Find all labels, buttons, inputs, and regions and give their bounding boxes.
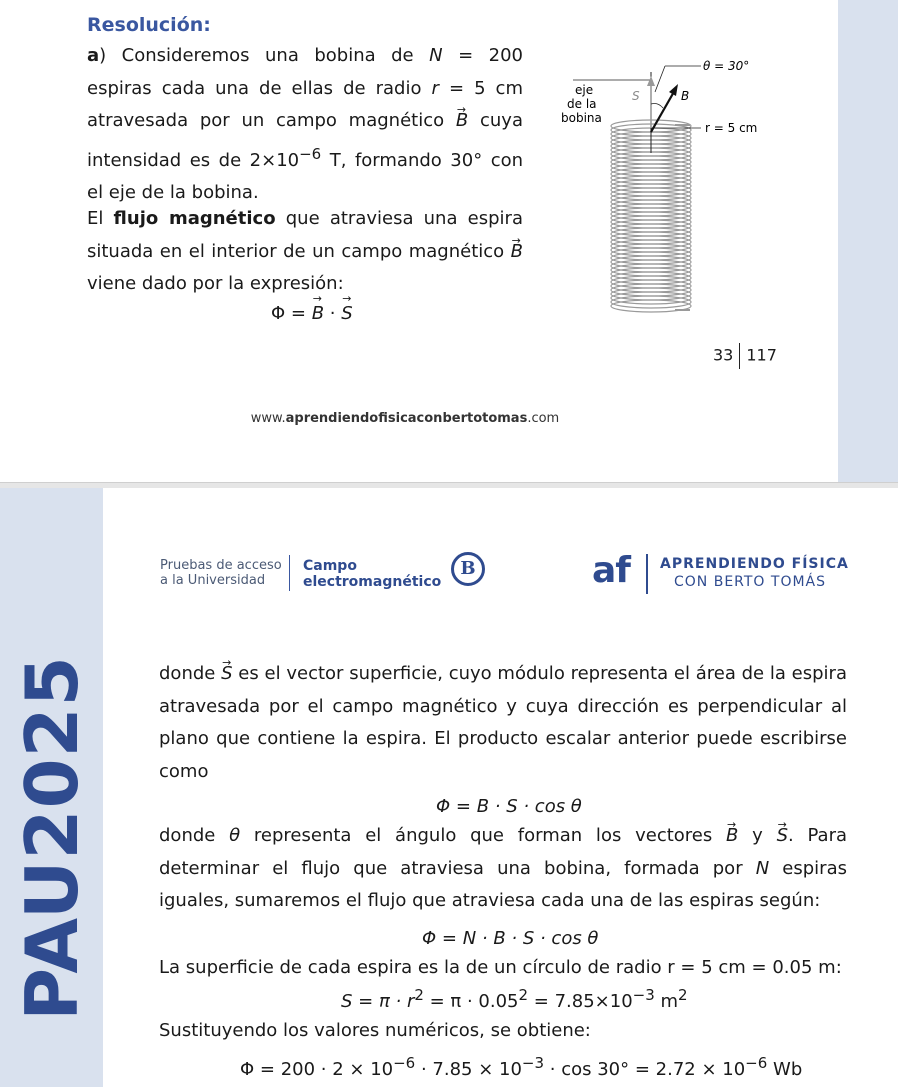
eq-unit: m [654,991,679,1012]
exponent: −3 [521,1054,545,1072]
paragraph-area: La superficie de cada espira es la de un círculo de radio r = 5 cm = 0.05 m: [159,957,842,978]
header-topic-line1: Campo [303,558,357,574]
text: y [738,825,777,846]
eq-part: · cos 30° = 2.72 × 10 [544,1059,746,1080]
page-34 [0,488,898,1087]
brand-title: APRENDIENDO FÍSICA [660,556,849,572]
equation-flux-cos: Φ = B · S · cos θ [436,796,582,817]
equation-coil-flux: Φ = N · B · S · cos θ [422,928,599,949]
text: es el vector superficie, cuyo módulo representa el área de la espira atravesada por el campo magnético y cuya dirección es perpendicular al plano que contiene la espira. El producto escalar anterior puede escribirse como [159,663,847,782]
page-divider [739,343,740,369]
theta-label: θ = 30° [703,59,750,73]
axis-label-3: bobina [561,111,602,125]
theta-arc [651,104,663,109]
text: ) Consideremos una bobina de [99,45,430,66]
var-theta: θ [229,825,241,846]
brand-subtitle: CON BERTO TOMÁS [674,574,827,590]
eq-part: = π · 0.05 [423,991,519,1012]
exponent: 2 [678,986,688,1004]
header-subtitle-line2: a la Universidad [160,573,266,588]
url-domain: aprendiendofisicaconbertotomas [285,411,528,426]
exponent: −6 [393,1054,416,1072]
text: representa el ángulo que forman los vectores [240,825,727,846]
exponent: −6 [745,1054,768,1072]
S-arrowhead [647,76,655,86]
eq-part: Φ = 200 · 2 × 10 [240,1059,394,1080]
B-vector-arrow [651,90,675,132]
section-heading: Resolución: [87,14,211,36]
B-arrowhead [669,84,678,96]
text: . Para determinar el flujo que atraviesa una bobina, formada por [159,825,847,879]
bold-term: flujo magnético [113,208,276,229]
page-total: 117 [746,345,777,365]
var-N: N [755,857,770,879]
vector-S: → S [777,820,788,853]
side-band [838,0,898,482]
B-label: B [681,89,690,103]
eq-part: = 7.85×10 [528,991,633,1012]
eq-part: S = π · r [341,991,415,1012]
text: que atraviesa una espira situada en el interior de un campo magnético [87,208,523,262]
var-r: r [431,77,439,99]
S-label: S [632,89,640,103]
text: = 200 espiras cada una de ellas de radio [87,45,523,99]
exponent: 2 [414,986,424,1004]
vector-B: → B [456,105,468,138]
text: cuya intensidad es de 2×10 [87,110,523,171]
header-topic-line2: electromagnético [303,574,442,590]
vector-S: → S [341,303,352,324]
paragraph-surface-vector [159,658,847,788]
exponent: 2 [518,986,529,1004]
vector-B: → B [511,236,523,269]
text: = 5 cm atravesada por un campo magnético [87,77,523,131]
text: espiras iguales, sumaremos el flujo que atraviesa cada una de las espiras según: [159,857,847,911]
exponent: −3 [632,986,655,1004]
eq-lhs: Φ = [271,303,312,324]
r-label: r = 5 cm [705,121,758,135]
paragraph-flux [87,203,523,301]
eq-unit: Wb [767,1059,803,1080]
equation-flux-dot [271,303,353,324]
header-topic [303,558,441,590]
eq-dot: · [324,303,342,324]
url-prefix: www. [250,411,286,426]
brand-divider [646,554,648,594]
text: viene dado por la expresión: [87,273,344,294]
eq-part: · 7.85 × 10 [415,1059,522,1080]
footer-url[interactable] [0,411,810,426]
section-badge: B [451,552,485,586]
side-label-pau2025: PAU2025 [10,655,94,1021]
text: donde [159,663,222,684]
item-letter: a [87,45,100,66]
axis-label-1: eje [575,83,594,97]
text: donde [159,825,230,846]
paragraph-a [87,40,523,210]
page-33 [0,0,898,482]
axis-label-2: de la [567,97,597,111]
header-divider [289,555,290,591]
var-N: N [429,45,443,66]
text: El [87,208,114,229]
paragraph-angle [159,820,847,918]
vector-B: → B [312,303,324,324]
page-current: 33 [713,345,734,365]
text: T, formando 30° con el eje de la bobina. [87,149,524,203]
url-suffix: .com [527,411,560,426]
vector-B: → B [726,820,738,853]
equation-area [341,986,688,1012]
brand-logo: af [592,550,630,591]
coil-figure [555,58,795,318]
theta-pointer [655,66,665,92]
header-subtitle-line1: Pruebas de acceso [160,558,282,573]
exponent: −6 [299,144,322,163]
paragraph-substitution: Sustituyendo los valores numéricos, se obtiene: [159,1020,591,1041]
header-subtitle [160,558,282,588]
page-number [713,343,777,369]
equation-result [240,1054,802,1080]
vector-S: → S [221,658,232,691]
